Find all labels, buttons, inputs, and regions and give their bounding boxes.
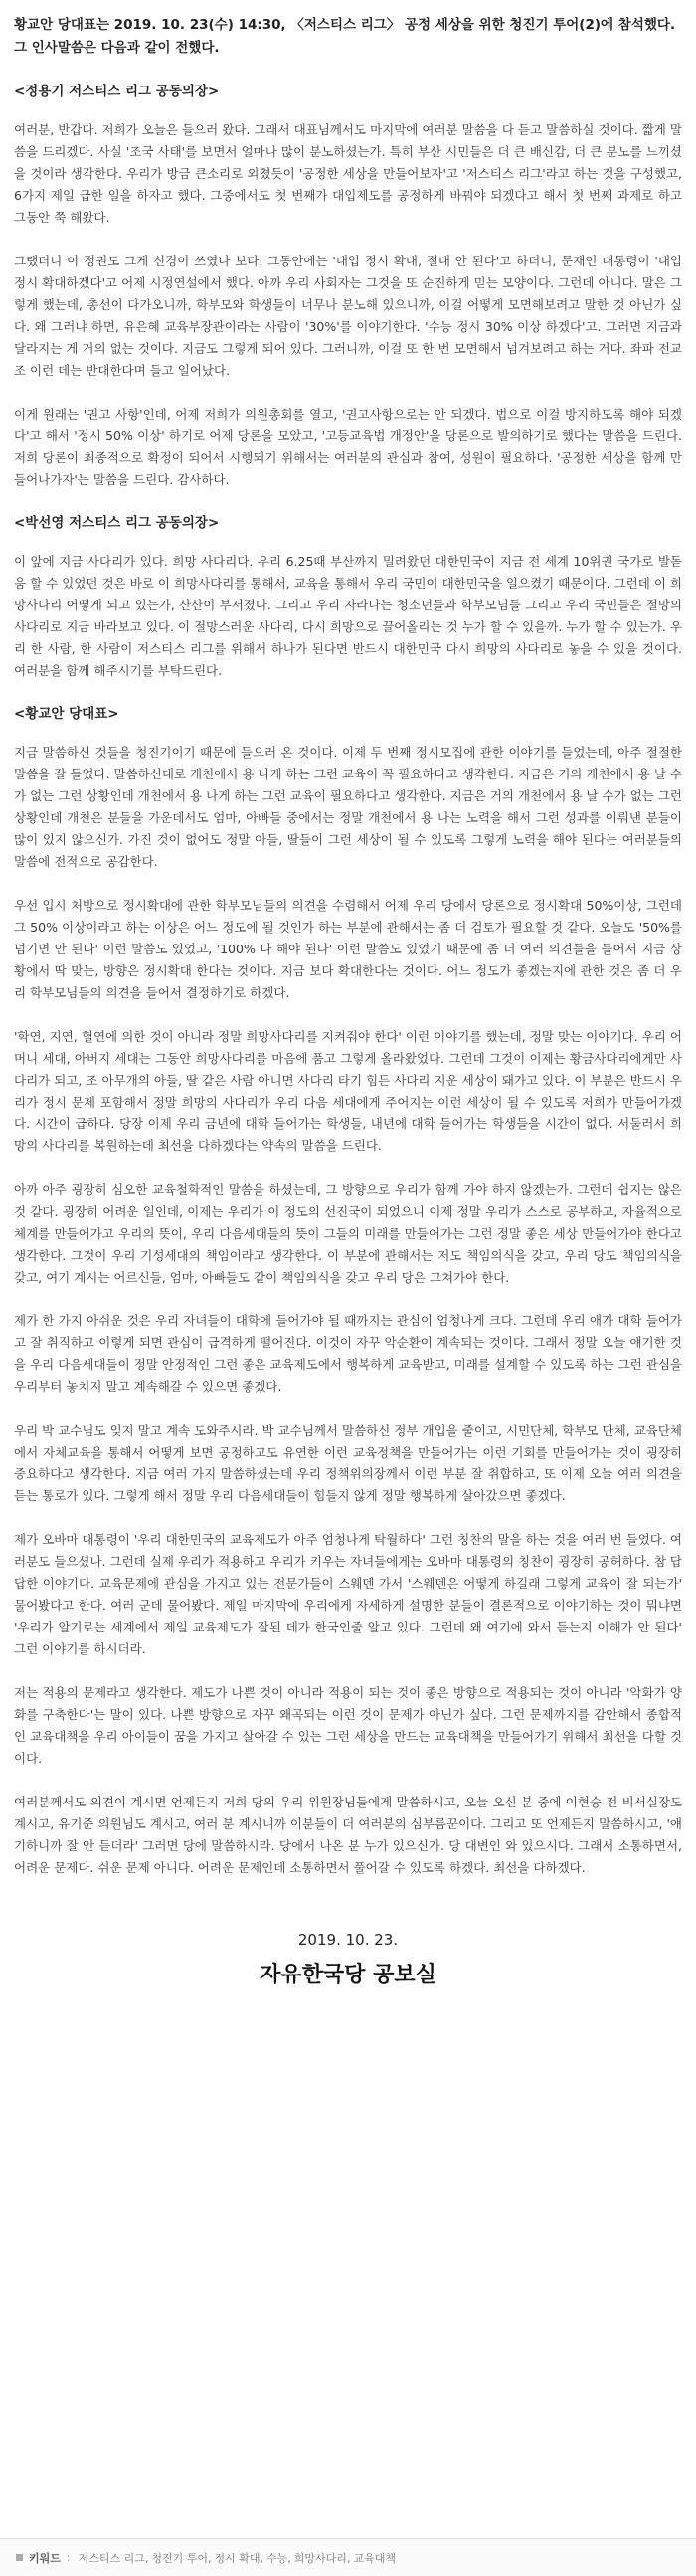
speech-paragraph: 저는 적용의 문제라고 생각한다. 제도가 나쁜 것이 아니라 적용이 되는 것이 좋은 방향으로 적용되는 것이 아니라 '악화가 양화를 구축한다'는 말이 있다. 나쁜 방향으로 자꾸 왜곡되는 이런 것이 문제가 아닌가 싶다. 그런 문제까지를 감안해서 종합적인 교육대책을 우리 아이들이 꿈을 가지고 살아갈 수 있는 그런 세상을 만드는 교육대책을 만들어가기 위해서 최선을 다할 것이다. [14, 1685, 682, 1766]
keyword-link[interactable]: 정시 확대 [214, 2551, 261, 2565]
speech-sections [14, 82, 682, 1879]
keyword-link[interactable]: 수능 [266, 2551, 288, 2565]
speech-paragraph: 이게 원래는 '권고 사항'인데, 어제 저희가 의원총회를 열고, '권고사항으로는 안 되겠다. 법으로 이걸 방지하도록 해야 되겠다'고 해서 '정시 50% 이상' 하기로 어제 당론을 모았고, '고등교육법 개정안'을 당론으로 발의하기로 했다는 말씀을 드린다. 저희 당론이 최종적으로 확정이 되어서 시행되기 위해서는 여러분의 관심과 참여, 성원이 필요하다. '공정한 세상을 함께 만들어나가자'는 말씀을 드린다. 감사하다. [14, 407, 682, 487]
speech-paragraph: '학연, 지연, 혈연에 의한 것이 아니라 정말 희망사다리를 지켜줘야 한다' 이런 이야기를 했는데, 정말 맞는 이야기다. 우리 어머니 세대, 아버지 세대는 그동안 희망사다리를 마음에 품고 그렇게 올라왔었다. 그런데 그것이 이제는 황금사다리에게만 사다리가 되고, 조 아무개의 아들, 딸 같은 사람 아니면 사다리 타기 힘든 사다리 지운 세상이 돼가고 있다. 이 부분은 반드시 우리가 정시 문제 포함해서 정말 희망의 사다리가 우리 다음 세대에게 주어지는 이런 세상이 될 수 있도록 저희가 만들어가겠다. 시간이 급하다. 당장 이제 우리 금년에 대학 들어가는 학생들, 내년에 대학 들어가는 학생들을 시간이 없다. 서둘러서 희망의 사다리를 복원하는데 최선을 다하겠다는 약속의 말씀을 드린다. [14, 1029, 682, 1153]
speech-paragraph: 이 앞에 지금 사다리가 있다. 희망 사다리다. 우리 6.25때 부산까지 밀려왔던 대한민국이 지금 전 세계 10위권 국가로 발돋움 할 수 있었던 것은 바로 이 희망사다리를 통해서, 교육을 통해서 우리 국민이 대한민국을 일으켰기 때문이다. 그런데 이 희망사다리 어떻게 되고 있는가, 산산이 부서졌다. 그리고 우리 자라나는 청소년들과 학부모님들 그리고 우리 국민들은 절망의 사다리로 지금 바라보고 있다. 이 절망스러운 사다리, 다시 희망으로 끌어올리는 것 누가 할 수 있을까. 누가 할 수 있는가. 우리 한 사람, 한 사람이 저스티스 리그를 위해서 하나가 된다면 반드시 대한민국 다시 희망의 사다리로 놓을 수 있을 것이다. 여러분을 함께 해주시기를 부탁드린다. [14, 554, 682, 678]
speech-paragraph: 아까 아주 굉장히 심오한 교육철학적인 말씀을 하셨는데, 그 방향으로 우리가 함께 가야 하지 않겠는가. 그런데 쉽지는 않은 것 같다. 굉장히 어려운 일인데, 이제는 우리가 이 정도의 선진국이 되었으니 이제 정말 우리가 스스로 공부하고, 자율적으로 체계를 만들어가고 우리의 뜻이, 우리 다음세대들의 뜻이 그들의 미래를 만들어가는 그런 정말 좋은 세상 만들어가야 한다고 생각한다. 그것이 우리 기성세대의 책임이라고 생각한다. 이 부분에 관해서는 저도 책임의식을 갖고, 우리 당도 책임의식을 갖고, 여기 계시는 어르신들, 엄마, 아빠들도 같이 책임의식을 갖고 우리 당은 고쳐가야 한다. [14, 1182, 682, 1285]
keywords-list [79, 2550, 396, 2566]
keyword-comma: , [346, 2551, 351, 2565]
release-date: 2019. 10. 23. [297, 1931, 399, 1949]
speech-paragraph: 그랬더니 이 정권도 그게 신경이 쓰였나 보다. 그동안에는 '대입 정시 확대, 절대 안 된다'고 하더니, 문재인 대통령이 '대입 정시 확대하겠다'고 어제 시정연설에서 했다. 아까 우리 사회자는 그것을 또 순진하게 믿는 모양이다. 그런데 아니다. 말은 그렇게 했는데, 총선이 다가오니까, 학부모와 학생들이 너무나 분노해 있으니까, 이걸 어떻게 모면해보려고 말한 것 아닌가 싶다. 왜 그러냐 하면, 유은혜 교육부장관이라는 사람이 '30%'를 이야기한다. '수능 정시 30% 이상 하겠다'고. 그러면 지금과 달라지는 게 거의 없는 것이다. 지금도 그렇게 되어 있다. 그러니까, 이걸 또 한 번 모면해서 넘겨보려고 하는 거다. 좌파 전교조 이런 데는 반대한다며 들고 일어났다. [14, 254, 682, 378]
speech-paragraph: 지금 말씀하신 것들을 청진기이기 때문에 들으러 온 것이다. 이제 두 번째 정시모집에 관한 이야기를 들었는데, 아주 절절한 말씀을 잘 들었다. 말씀하신대로 개천에서 용 나게 하는 그런 교육이 꼭 필요하다고 생각한다. 지금은 거의 개천에서 용 날 수가 없는 그런 상황인데 개천에서 용 나게 하는 그런 교육이 필요하다고 생각한다. 지금은 거의 개천에서 용 날 수가 없는 그런 상황인데 개천은 분들을 가운데서도 엄마, 아빠들 중에서는 정말 개천에서 용 나는 노력을 해서 그런 성과를 이뤄낸 분들이 많이 있지 않으신가. 가진 것이 없어도 정말 아들, 딸들이 그런 세상이 될 수 있도록 그렇게 노력을 해야 된다는 여러분들의 말씀에 전적으로 공감한다. [14, 745, 682, 869]
keyword-comma: , [208, 2551, 212, 2565]
organization-name: 자유한국당 공보실 [260, 1963, 436, 1987]
keywords-bar [0, 2538, 696, 2576]
keyword-link[interactable]: 저스티스 리그 [78, 2551, 145, 2565]
speech-paragraph: 우리 박 교수님도 잊지 말고 계속 도와주시라. 박 교수님께서 말씀하신 정부 개입을 줄이고, 시민단체, 학부모 단체, 교육단체에서 자체교육을 통해서 어떻게 보면 공정하고도 유연한 이런 교육정책을 만들어가는 이런 기회를 만들어가는 것이 굉장히 중요하다고 생각한다. 지금 여러 가지 말씀하셨는데 우리 정책위의장께서 이런 부분 잘 취합하고, 또 이제 오늘 여러 의견을 듣는 통로가 있다. 그렇게 해서 정말 우리 다음세대들이 힘들지 않게 정말 행복하게 살아갔으면 좋겠다. [14, 1423, 682, 1503]
keywords-label: 키워드 [29, 2551, 61, 2565]
square-bullet-icon [16, 2554, 23, 2561]
speech-paragraph: 제가 오바마 대통령이 '우리 대한민국의 교육제도가 아주 엄청나게 탁월하다' 그런 칭찬의 말을 하는 것을 여러 번 들었다. 여러분도 들으셨나. 그런데 실제 우리가 적용하고 우리가 키우는 자녀들에게는 오바마 대통령의 칭찬이 굉장히 공허하다. 참 답답한 이야기다. 교육문제에 관심을 가지고 있는 전문가들이 스웨덴 가서 '스웨덴은 어떻게 하길래 그렇게 교육이 잘 되는가' 물어봤다고 한다. 여러 군데 물어봤다. 제일 마지막에 우리에게 자세하게 설명한 분들이 결론적으로 이야기하는 것이 뭐냐면 '우리가 알기로는 세계에서 제일 교육제도가 잘된 데가 한국인줄 알고 있다. 그런데 왜 여기에 와서 듣는지 이해가 안 된다' 그런 이야기를 하시더라. [14, 1532, 682, 1656]
keyword-link[interactable]: 청진기 투어 [151, 2551, 209, 2565]
speaker-heading: <황교안 당대표> [14, 706, 119, 722]
keyword-comma: , [287, 2551, 291, 2565]
speech-paragraph: 여러분께서도 의견이 계시면 언제든지 저희 당의 우리 위원장님들에게 말씀하시고, 오늘 오신 분 중에 이현승 전 비서실장도 계시고, 유기준 의원님도 계시고, 여러 분 계시니까 이분들이 더 여러분의 심부름꾼이다. 그리고 또 언제든지 말씀하시고, '얘기하니까 잘 안 듣더라' 그러면 당에 말씀하시라. 당에서 나온 분 누가 있으신가. 당 대변인 와 있으시다. 그래서 소통하면서, 어려운 문제다. 쉬운 문제 아니다. 어려운 문제인데 소통하면서 풀어갈 수 있도록 하겠다. 최선을 다하겠다. [14, 1795, 682, 1875]
speaker-heading: <정용기 저스티스 리그 공동의장> [14, 84, 220, 99]
speech-paragraph: 여러분, 반갑다. 저희가 오늘은 들으러 왔다. 그래서 대표님께서도 마지막에 여러분 말씀을 다 듣고 말씀하실 것이다. 짧게 말씀을 드리겠다. 사실 '조국 사태'를 보면서 얼마나 많이 분노하셨는가. 특히 부산 시민들은 더 큰 배신감, 더 큰 분노를 느끼셨을 것이라 생각한다. 우리가 방금 큰소리로 외쳤듯이 '공정한 세상을 만들어보자'고 '저스티스 리그'라고 하는 것을 구성했고, 6가지 제일 급한 일을 하자고 했다. 그중에서도 첫 번째가 대입제도를 공정하게 바꿔야 되겠다고 해서 첫 번째 과제로 하고 그동안 쭉 해왔다. [14, 122, 682, 225]
keyword-comma: , [144, 2551, 149, 2565]
speaker-heading: <박선영 저스티스 리그 공동의장> [14, 515, 220, 531]
speech-paragraph: 우선 입시 처방으로 정시확대에 관한 학부모님들의 의견을 수렴해서 어제 우리 당에서 당론으로 정시확대 50%이상, 그런데 그 50% 이상이라고 하는 이상은 어느 정도에 될 것인가 하는 부분에 관해서는 좀 더 검토가 필요할 것 같다. 오늘도 '50%를 넘기면 안 된다' 이런 말씀도 있었고, '100% 다 해야 된다' 이런 말씀도 있었기 때문에 좀 더 여러 의견들을 들어서 지금 상황에서 딱 맞는, 방향은 정시확대 한다는 것이다. 지금 보다 확대한다는 것이다. 어느 정도가 좋겠는지에 관한 것은 좀 더 우리 학부모님들의 의견을 들어서 결정하기로 하겠다. [14, 898, 682, 1000]
intro-text: 황교안 당대표는 2019. 10. 23(수) 14:30, 〈저스티스 리그〉 공정 세상을 위한 청진기 투어(2)에 참석했다. 그 인사말씀은 다음과 같이 전했다. [14, 17, 676, 56]
keyword-comma: , [260, 2551, 264, 2565]
keyword-link[interactable]: 희망사다리 [293, 2551, 347, 2565]
keyword-link[interactable]: 교육대책 [353, 2551, 396, 2565]
speech-paragraph: 제가 한 가지 아쉬운 것은 우리 자녀들이 대학에 들어가야 될 때까지는 관심이 엄청나게 크다. 그런데 우리 애가 대학 들어가고 잘 취직하고 이렇게 되면 관심이 급격하게 떨어진다. 이것이 자꾸 악순환이 계속되는 것이다. 그래서 정말 오늘 얘기한 것을 우리 다음세대들이 정말 안정적인 그런 좋은 교육제도에서 행복하게 교육받고, 미래를 설계할 수 있도록 하는 그런 관심을 우리부터 놓치지 말고 계속해갈 수 있으면 좋겠다. [14, 1313, 682, 1394]
keywords-separator: : [66, 2551, 71, 2564]
